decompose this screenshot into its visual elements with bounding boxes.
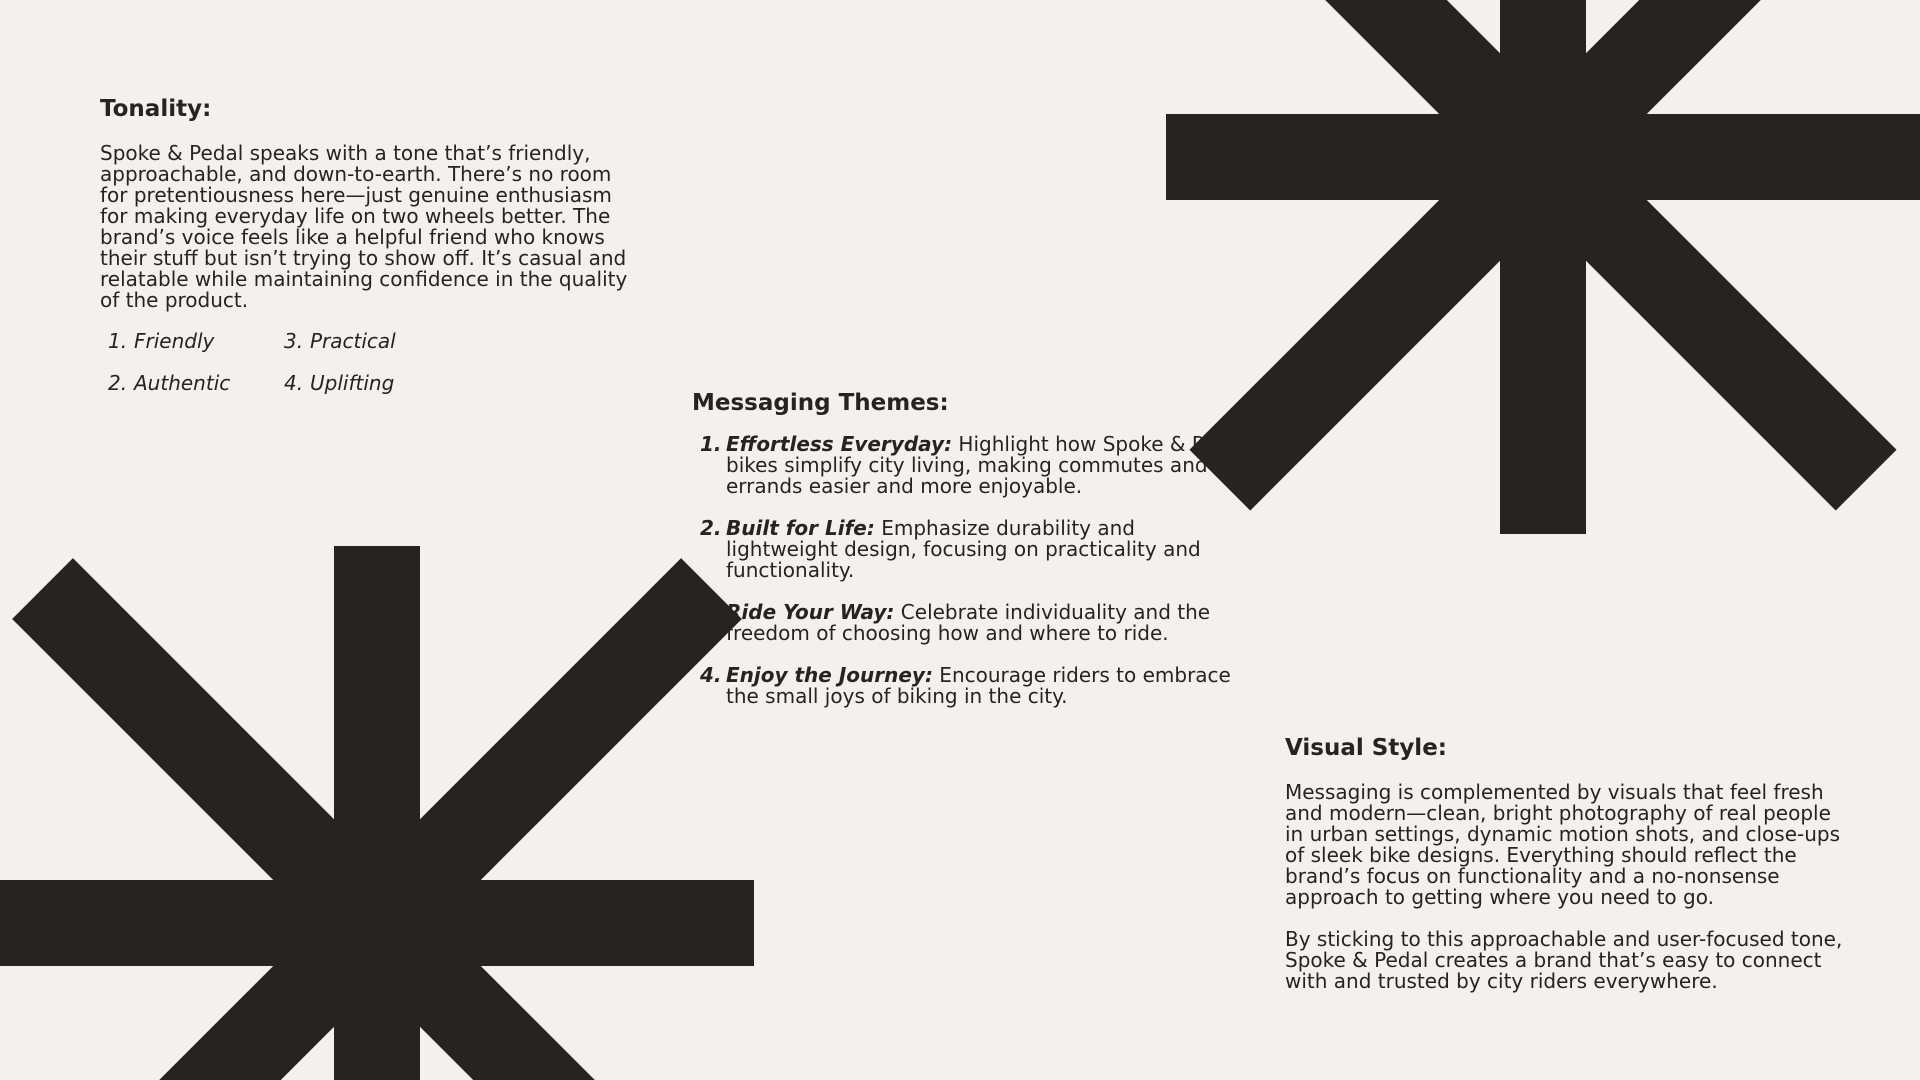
- trait-number: 1.: [108, 328, 128, 353]
- trait-label: Authentic: [134, 370, 231, 395]
- messaging-heading: Messaging Themes:: [692, 390, 949, 416]
- tonality-section: [100, 96, 640, 394]
- asterisk-icon-top-right: [1166, 0, 1920, 534]
- trait-number: 3.: [284, 328, 304, 353]
- messaging-themes-list: [692, 431, 1252, 708]
- theme-number: 2.: [700, 515, 722, 540]
- trait-label: Practical: [310, 328, 396, 353]
- theme-title: Enjoy the Journey:: [726, 662, 933, 687]
- trait-item: [284, 328, 444, 353]
- theme-title: Ride Your Way:: [726, 599, 895, 624]
- asterisk-icon-bottom-left: [0, 546, 755, 1080]
- theme-text: Encourage riders to embrace the small joys of biking in the city.: [726, 662, 1231, 708]
- theme-title: Effortless Everyday:: [726, 431, 953, 456]
- trait-number: 4.: [284, 370, 304, 395]
- theme-item: [692, 662, 1252, 708]
- trait-label: Friendly: [134, 328, 215, 353]
- messaging-themes-section: [692, 390, 1252, 728]
- visual-style-closing: By sticking to this approachable and user-focused tone, Spoke & Pedal creates a brand that’s easy to connect with and trusted by city riders everywhere.: [1285, 926, 1843, 993]
- theme-item: [692, 431, 1252, 498]
- theme-number: 3.: [700, 599, 722, 624]
- visual-style-body: Messaging is complemented by visuals that feel fresh and modern—clean, bright photography of real people in urban settings, dynamic motion shots, and close-ups of sleek bike designs. Everything should reflect the brand’s focus on functionality and a no-nonsense approach to getting where you need to go.: [1285, 779, 1840, 909]
- visual-style-heading: Visual Style:: [1285, 735, 1447, 761]
- trait-item: [108, 328, 284, 353]
- trait-number: 2.: [108, 370, 128, 395]
- theme-number: 4.: [700, 662, 722, 687]
- tonality-heading: Tonality:: [100, 96, 212, 122]
- theme-item: [692, 599, 1252, 645]
- trait-item: [108, 370, 284, 395]
- theme-title: Built for Life:: [726, 515, 875, 540]
- theme-text: Highlight how Spoke & Pedal bikes simplify city living, making commutes and errands easier and more enjoyable.: [726, 431, 1246, 498]
- theme-text: Celebrate individuality and the freedom of choosing how and where to ride.: [726, 599, 1211, 645]
- theme-item: [692, 515, 1252, 582]
- tonality-traits-list: [100, 328, 640, 395]
- trait-label: Uplifting: [310, 370, 395, 395]
- visual-style-section: [1285, 735, 1845, 992]
- theme-number: 1.: [700, 431, 722, 456]
- trait-item: [284, 370, 444, 395]
- tonality-body: Spoke & Pedal speaks with a tone that’s friendly, approachable, and down-to-earth. There’s no room for pretentiousness here—just genuine enthusiasm for making everyday life on two wheels better. The brand’s voice feels like a helpful friend who knows their stuff but isn’t trying to show off. It’s casual and relatable while maintaining confidence in the quality of the product.: [100, 140, 628, 312]
- theme-text: Emphasize durability and lightweight design, focusing on practicality and functionality.: [726, 515, 1201, 582]
